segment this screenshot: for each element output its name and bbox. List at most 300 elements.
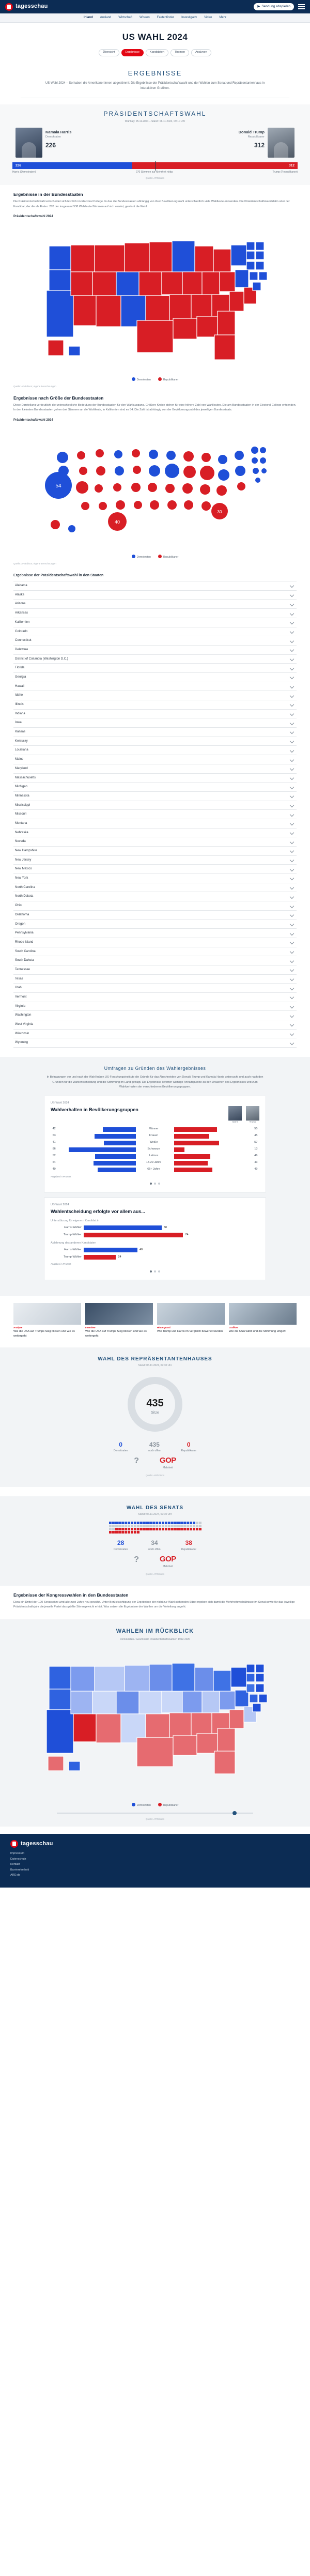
chevron-down-icon (290, 839, 294, 844)
play-broadcast-button[interactable] (254, 3, 294, 10)
senate-seat (128, 1522, 130, 1524)
motivation-label: Harris-Wähler (64, 1248, 82, 1251)
presidential-title: PRÄSIDENTSCHAFTSWAHL (103, 110, 207, 117)
state-name: Maine (15, 758, 24, 761)
senate-seat (199, 1528, 202, 1530)
state-row[interactable] (13, 1002, 297, 1011)
retrospect-section (0, 1619, 310, 1827)
state-row[interactable] (13, 764, 297, 774)
state-row[interactable] (13, 636, 297, 646)
state-row[interactable] (13, 874, 297, 883)
state-name: Alaska (15, 593, 25, 596)
harris-value: 41 (52, 1141, 56, 1144)
state-row[interactable] (13, 682, 297, 692)
chevron-down-icon (290, 922, 294, 926)
state-row[interactable] (13, 975, 297, 984)
year-slider-handle[interactable] (233, 1811, 237, 1815)
card2-group1-bars (51, 1225, 259, 1237)
state-name: Florida (15, 666, 25, 670)
motivation-value: 58 (163, 1225, 167, 1229)
house-title: WAHL DES REPRÄSENTANTENHAUSES (98, 1356, 212, 1362)
chevron-down-icon (290, 611, 294, 615)
trump-value: 13 (254, 1147, 258, 1151)
group-label: 65+ Jahre (147, 1168, 160, 1171)
nav-item-wirtschaft[interactable]: Wirtschaft (118, 16, 133, 20)
us-bubble-map-svg (34, 423, 276, 547)
nav-item-investigativ[interactable]: Investigativ (181, 16, 197, 20)
state-name: Virginia (15, 1004, 25, 1008)
state-name: Montana (15, 821, 27, 825)
senate-seat (174, 1528, 177, 1530)
us-choropleth-map[interactable] (0, 220, 310, 375)
site-footer (0, 1834, 310, 1888)
chevron-down-icon (290, 638, 294, 642)
state-row[interactable] (13, 609, 297, 618)
state-name: Arkansas (15, 611, 28, 615)
teaser-card[interactable] (229, 1303, 297, 1338)
state-row[interactable] (13, 1011, 297, 1020)
group-bar-row (51, 1127, 259, 1132)
senate-seat (187, 1525, 189, 1527)
senate-seat (177, 1528, 180, 1530)
teaser-thumbnail (85, 1303, 153, 1325)
tab-uebersicht[interactable]: Übersicht (99, 49, 119, 56)
house-sub: Stand: 06.11.2024, 09:10 Uhr (138, 1364, 172, 1368)
chevron-down-icon (290, 757, 294, 761)
survey-intro: In Befragungen vor und nach der Wahl haben US-Forschungsinstitute die Gründe für das Abschneiden von Donald Trump und Kamala Harris untersucht und auch nach den Gründen für die Wahlentscheidung und die Stimmung im Land gefragt. Die Ergebnisse lieferten wichtige Anhaltspunkte zu den Ursachen des Ergebnisses und zum Wahlverhalten der verschiedenen Bevölkerungsgruppen. (47, 1076, 264, 1088)
state-name: Nebraska (15, 831, 28, 834)
state-row[interactable] (13, 737, 297, 746)
motivation-label: Harris-Wähler (64, 1225, 82, 1229)
chevron-down-icon (290, 684, 294, 688)
hamburger-icon[interactable] (298, 4, 305, 9)
trump-portrait (268, 128, 295, 158)
harris-bar-track (57, 1127, 136, 1132)
nav-item-ausland[interactable]: Ausland (100, 16, 112, 20)
footer-brand[interactable] (10, 1840, 300, 1848)
senate-seat (134, 1525, 136, 1527)
chevron-down-icon (290, 748, 294, 753)
state-row[interactable] (13, 646, 297, 655)
senate-seat (171, 1522, 174, 1524)
card2-title: Wahlentscheidung erfolgte vor allem aus... (51, 1209, 145, 1215)
survey-card-groups (44, 1096, 266, 1192)
brand-logo[interactable] (5, 3, 48, 11)
house-donut-chart (124, 1373, 186, 1435)
congress-note-text: Etwa ein Drittel der 100 Senatssitze wird alle zwei Jahre neu gewählt. Unter Berücksichtigung der Ergebnisse der nicht zur Wahl stehenden Sitze ergeben sich damit die Mehrheitsverhältnisse im Senat sowie für das jeweilige Präsidentschaftsjahr die jeweils Partei das größte Stimmgewicht erhält. Was setzen die Ergebnisse der Wahlen um die Verteilung angeht. (13, 1600, 295, 1609)
state-name: Colorado (15, 630, 28, 633)
harris-bar-track (57, 1141, 136, 1145)
trump-bar-track (174, 1127, 253, 1132)
senate-seat (121, 1528, 124, 1530)
teaser-card[interactable] (13, 1303, 81, 1338)
chevron-down-icon (290, 1041, 294, 1045)
senate-seat (121, 1522, 124, 1524)
state-row[interactable] (13, 901, 297, 911)
senate-seat (131, 1525, 133, 1527)
group-label: Weiße (149, 1141, 158, 1144)
senate-seat (140, 1528, 143, 1530)
senate-seat (162, 1525, 164, 1527)
state-row[interactable] (13, 1030, 297, 1039)
senate-sub: Stand: 06.11.2024, 09:10 Uhr (138, 1513, 172, 1516)
state-row[interactable] (13, 938, 297, 947)
state-name: New Jersey (15, 858, 32, 862)
map1-source: Quelle: AP/Edison; eigene Berechnungen (13, 385, 56, 388)
senate-seat (174, 1525, 177, 1527)
chevron-down-icon (290, 602, 294, 606)
state-row[interactable] (13, 865, 297, 874)
chevron-down-icon (290, 895, 294, 899)
nav-item-wissen[interactable]: Wissen (140, 16, 150, 20)
ev-size-title: Ergebnisse nach Größe der Bundesstaaten (13, 395, 104, 401)
senate-seat (199, 1522, 202, 1524)
harris-bar (98, 1168, 136, 1172)
harris-value: 49 (52, 1168, 56, 1171)
senate-seat (183, 1525, 186, 1527)
state-name: Pennsylvania (15, 931, 34, 935)
senate-seat (168, 1525, 171, 1527)
map2-legend-rep: Republikaner (158, 555, 178, 559)
state-name: Wyoming (15, 1041, 28, 1045)
senate-seat (193, 1525, 195, 1527)
senate-seat (131, 1531, 133, 1534)
trump-bar (174, 1168, 212, 1172)
harris-bar-track (57, 1168, 136, 1172)
teaser-tag: Grafiken (229, 1326, 239, 1329)
trump-name: Donald Trump (238, 130, 265, 135)
senate-seat (183, 1528, 186, 1530)
presidential-source: Quelle: AP/Edison (145, 176, 165, 179)
footer-link[interactable]: Barrierefreiheit (10, 1868, 29, 1872)
state-name: Minnesota (15, 794, 29, 798)
chevron-down-icon (290, 949, 294, 954)
senate-seat (112, 1531, 115, 1534)
state-row[interactable] (13, 892, 297, 901)
senate-seat (128, 1531, 130, 1534)
senate-seat (180, 1528, 183, 1530)
state-name: Oregon (15, 922, 26, 926)
trump-mini-portrait (246, 1106, 259, 1121)
senate-question-mark: ? (134, 1555, 139, 1565)
state-row[interactable] (13, 837, 297, 847)
trump-bar-track (174, 1161, 253, 1166)
candidate-row (0, 128, 310, 158)
footer-link[interactable]: Datenschutz (10, 1857, 26, 1861)
state-row[interactable] (13, 718, 297, 728)
state-name: Arizona (15, 602, 26, 606)
trump-bar-track (174, 1154, 253, 1159)
card1-harris-thumb: Harris (228, 1106, 242, 1124)
tab-analysen[interactable]: Analysen (191, 49, 211, 56)
state-row[interactable] (13, 929, 297, 938)
state-name: Massachusetts (15, 776, 36, 779)
senate-source: Quelle: AP/Edison (145, 1573, 165, 1576)
state-row[interactable] (13, 792, 297, 801)
state-row[interactable] (13, 746, 297, 755)
state-row[interactable] (13, 783, 297, 792)
senate-seat (159, 1522, 161, 1524)
state-row[interactable] (13, 774, 297, 783)
senate-seat (180, 1525, 183, 1527)
state-row[interactable] (13, 956, 297, 965)
footer-link[interactable]: Kontakt (10, 1863, 20, 1866)
senate-seat (118, 1528, 121, 1530)
harris-party: Demokraten (45, 135, 61, 139)
senate-seat (156, 1522, 158, 1524)
state-list-title: Ergebnisse der Präsidentschaftswahl in den Staaten (13, 573, 104, 577)
senate-seat (162, 1528, 164, 1530)
house-dem-result: 0 Demokraten (114, 1440, 128, 1452)
ev-section-title: Ergebnisse in der Bundesstaaten (13, 192, 83, 197)
year-slider[interactable] (57, 1813, 253, 1814)
chevron-down-icon (290, 1014, 294, 1018)
card2-group1-label: Unterstützung für eigene:n Kandidat:in (51, 1219, 99, 1223)
senate-seat (115, 1522, 118, 1524)
senate-seat (128, 1528, 130, 1530)
play-icon: ▶ (257, 5, 260, 9)
group-label: Frauen (149, 1134, 159, 1138)
teaser-card[interactable] (85, 1303, 153, 1338)
state-row[interactable] (13, 829, 297, 838)
footer-brand-name: tagesschau (21, 1840, 53, 1847)
chevron-down-icon (290, 702, 294, 707)
senate-seat (165, 1525, 167, 1527)
chevron-down-icon (290, 940, 294, 944)
house-results (0, 1440, 310, 1453)
state-name: Connecticut (15, 639, 32, 642)
retrospect-source: Quelle: AP/Edison (145, 1818, 165, 1821)
state-name: Georgia (15, 675, 26, 679)
senate-seat (143, 1525, 146, 1527)
state-name: West Virginia (15, 1023, 34, 1026)
state-row[interactable] (13, 1020, 297, 1030)
nav-item-mehr[interactable]: Mehr (219, 16, 226, 20)
senate-seat (199, 1525, 202, 1527)
teaser-thumbnail (229, 1303, 297, 1325)
teaser-thumbnail (157, 1303, 225, 1325)
senate-seat (109, 1522, 112, 1524)
trump-value: 45 (254, 1134, 258, 1138)
ev-legend-rep: Trump (Republikaner) (272, 171, 298, 174)
state-row[interactable] (13, 710, 297, 719)
senate-seat (121, 1531, 124, 1534)
chevron-down-icon (290, 730, 294, 734)
state-row[interactable] (13, 911, 297, 920)
state-name: Iowa (15, 721, 22, 725)
state-row[interactable] (13, 984, 297, 993)
senate-seat (193, 1522, 195, 1524)
state-row[interactable] (13, 847, 297, 856)
chevron-down-icon (290, 931, 294, 935)
motivation-bar (84, 1233, 183, 1237)
group-bar-row (51, 1154, 259, 1159)
state-row[interactable] (13, 581, 297, 591)
chevron-down-icon (290, 712, 294, 716)
senate-seat (183, 1522, 186, 1524)
nav-item-video[interactable]: Video (204, 16, 212, 20)
electoral-vote-bar (12, 162, 298, 169)
senate-title: WAHL DES SENATS (126, 1505, 184, 1511)
state-name: Wisconsin (15, 1032, 29, 1035)
survey-card-motivation (44, 1198, 266, 1280)
senate-seat (196, 1528, 198, 1530)
chevron-down-icon (290, 876, 294, 880)
state-row[interactable] (13, 819, 297, 829)
senate-seat (152, 1525, 155, 1527)
retrospect-title: WAHLEN IM RÜCKBLICK (116, 1628, 194, 1634)
state-row[interactable] (13, 965, 297, 975)
card2-group2-label: Ablehnung des anderen Kandidaten (51, 1241, 96, 1245)
senate-seat (131, 1528, 133, 1530)
senate-rep-result: 38 Republikaner (181, 1539, 196, 1551)
teaser-headline: Wie die USA auf Trumps Sieg blicken und wie es weitergeht (13, 1330, 75, 1338)
state-row[interactable] (13, 728, 297, 737)
senate-seat (156, 1525, 158, 1527)
tab-themen[interactable]: Themen (171, 49, 189, 56)
tab-kandidaten[interactable]: Kandidaten (146, 49, 168, 56)
chevron-down-icon (290, 620, 294, 624)
state-name: Kentucky (15, 739, 28, 743)
teaser-tag: Interview (85, 1326, 96, 1329)
state-row[interactable] (13, 691, 297, 700)
senate-seat (125, 1528, 127, 1530)
trump-bar (174, 1127, 217, 1132)
senate-majority-row (0, 1554, 310, 1569)
teaser-card[interactable] (157, 1303, 225, 1338)
chevron-down-icon (290, 739, 294, 743)
harris-name: Kamala Harris (45, 130, 72, 135)
map2-legend (0, 555, 310, 559)
nav-item-faktenfinder[interactable]: Faktenfinder (157, 16, 175, 20)
tab-ergebnisse[interactable]: Ergebnisse (121, 49, 144, 56)
card1-trump-thumb: Trump (246, 1106, 259, 1124)
senate-seat (125, 1522, 127, 1524)
state-row[interactable] (13, 591, 297, 600)
motivation-value: 40 (140, 1248, 143, 1251)
senate-seat (196, 1522, 198, 1524)
chevron-down-icon (290, 1022, 294, 1026)
senate-seat (146, 1522, 149, 1524)
state-row[interactable] (13, 920, 297, 929)
trump-bar (174, 1161, 208, 1166)
us-bubble-map[interactable] (0, 423, 310, 553)
motivation-bar-row (51, 1233, 259, 1237)
state-row[interactable] (13, 618, 297, 627)
state-name: New Hampshire (15, 849, 37, 853)
chevron-down-icon (290, 766, 294, 771)
ev-bar-rep (132, 162, 298, 169)
chevron-down-icon (290, 794, 294, 798)
senate-seat (112, 1528, 115, 1530)
majority-marker (155, 161, 156, 171)
state-row[interactable] (13, 673, 297, 682)
senate-seat (134, 1522, 136, 1524)
card2-carousel-dots[interactable] (51, 1270, 259, 1272)
senate-seat (146, 1528, 149, 1530)
card1-bars (51, 1127, 259, 1172)
chevron-down-icon (290, 1004, 294, 1008)
senate-seat (190, 1528, 192, 1530)
chevron-down-icon (290, 721, 294, 725)
senate-seat (118, 1525, 121, 1527)
state-row[interactable] (13, 801, 297, 810)
harris-bar-track (57, 1161, 136, 1166)
state-row[interactable] (13, 755, 297, 764)
trump-bar (174, 1147, 184, 1152)
state-row[interactable] (13, 993, 297, 1002)
state-name: Oklahoma (15, 913, 29, 916)
footer-links (10, 1851, 300, 1878)
state-row[interactable] (13, 883, 297, 893)
state-row[interactable] (13, 947, 297, 957)
senate-seat (174, 1522, 177, 1524)
state-row[interactable] (13, 655, 297, 664)
harris-bar (104, 1141, 136, 1145)
state-row[interactable] (13, 856, 297, 865)
chevron-down-icon (290, 968, 294, 972)
senate-seat-grid (0, 1522, 310, 1534)
retrospect-sub: Demokraten / Gewinnerin Präsidentschaftswahlen 1992-2020 (119, 1637, 191, 1641)
state-name: Louisiana (15, 748, 28, 752)
senate-seat (168, 1522, 171, 1524)
state-row[interactable] (13, 1038, 297, 1048)
house-donut-wrap (0, 1373, 310, 1435)
card1-carousel-dots[interactable] (51, 1183, 259, 1185)
motivation-bar (84, 1248, 137, 1252)
senate-seat (140, 1522, 143, 1524)
senate-seat (159, 1528, 161, 1530)
senate-seat (134, 1531, 136, 1534)
map1-legend (0, 377, 310, 382)
footer-link[interactable]: ARD.de (10, 1874, 21, 1877)
retrospect-map[interactable] (0, 1646, 310, 1801)
harris-value: 42 (52, 1127, 56, 1131)
state-row[interactable] (13, 810, 297, 819)
senate-seat (115, 1528, 118, 1530)
group-label: Männer (149, 1127, 159, 1131)
senate-seat (165, 1528, 167, 1530)
footer-link[interactable]: Impressum (10, 1852, 25, 1856)
state-name: Washington (15, 1014, 32, 1017)
ev-bar-rep-label: 312 (289, 164, 295, 168)
senate-seat (109, 1525, 112, 1527)
state-row[interactable] (13, 627, 297, 637)
state-row[interactable] (13, 600, 297, 609)
retrospect-map-svg (34, 1646, 276, 1775)
motivation-bar-row (51, 1225, 259, 1230)
state-name: Illinois (15, 703, 24, 707)
svg-text:40: 40 (114, 519, 120, 525)
senate-seat (168, 1528, 171, 1530)
chevron-down-icon (290, 849, 294, 853)
state-row[interactable] (13, 700, 297, 710)
state-name: District of Columbia (Washington D.C.) (15, 657, 68, 661)
senate-seat (180, 1522, 183, 1524)
senate-open-result: 34 noch offen (148, 1539, 161, 1551)
chevron-down-icon (290, 584, 294, 588)
ev-bar-dem (12, 162, 132, 169)
state-name: Rhode Island (15, 940, 34, 944)
group-bar-row (51, 1161, 259, 1166)
house-majority-row (0, 1455, 310, 1470)
teaser-tag: Hintergrund (157, 1326, 171, 1329)
harris-bar (95, 1134, 136, 1139)
nav-item-inland[interactable]: Inland (84, 16, 93, 20)
state-name: Hawaii (15, 684, 25, 688)
state-row[interactable] (13, 664, 297, 673)
senate-seat (187, 1522, 189, 1524)
